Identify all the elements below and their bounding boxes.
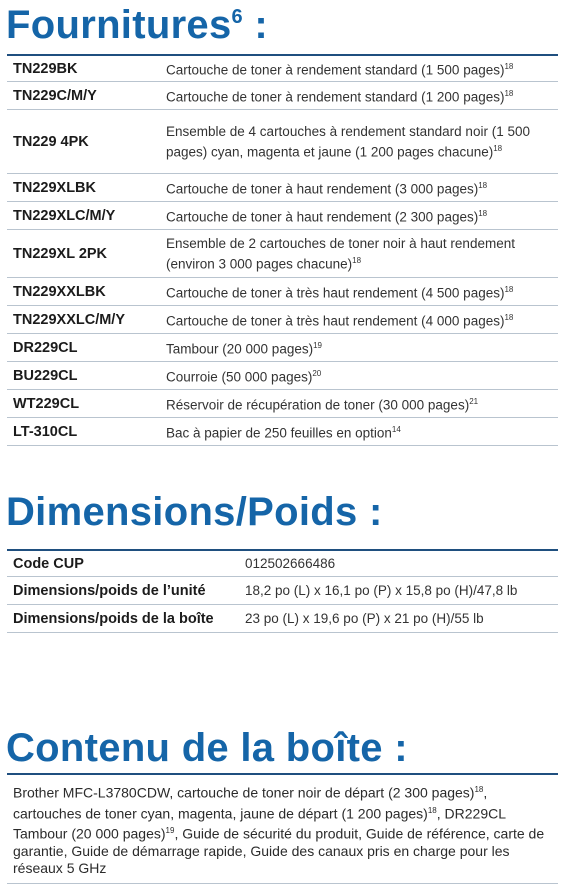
dimensions-row [7, 577, 558, 605]
dimension-value: 18,2 po (L) x 16,1 po (P) x 15,8 po (H)/47,8 lb [245, 583, 518, 598]
box-contents-title: Contenu de la boîte : [6, 726, 408, 770]
supplies-title-footnote: 6 [231, 6, 243, 28]
dimension-value: 23 po (L) x 19,6 po (P) x 21 po (H)/55 lb [245, 611, 484, 626]
supplies-row [7, 110, 558, 174]
supply-description [160, 85, 558, 106]
supply-description [160, 235, 558, 273]
supply-description-text: Cartouche de toner à très haut rendement (4 000 pages) [166, 313, 505, 329]
dimensions-table [7, 549, 558, 633]
supply-model: TN229XLBK [13, 179, 96, 196]
dimensions-row [7, 549, 558, 577]
supply-model: TN229 4PK [13, 133, 89, 150]
supplies-row [7, 362, 558, 390]
supply-description [160, 123, 558, 161]
supplies-row [7, 306, 558, 334]
supply-description-text: Courroie (50 000 pages) [166, 369, 313, 385]
dimension-label: Code CUP [13, 555, 84, 572]
supplies-row [7, 82, 558, 110]
supply-description-text: Tambour (20 000 pages) [166, 341, 314, 357]
supply-description [160, 205, 558, 226]
supply-description-text: Ensemble de 4 cartouches à rendement standard noir (1 500 pages) cyan, magenta et jaune (1 200 pages chacune) [166, 123, 530, 160]
supply-description-text: Cartouche de toner à haut rendement (3 000 pages) [166, 181, 479, 197]
supply-description [160, 177, 558, 198]
supply-model: TN229XL 2PK [13, 245, 108, 262]
supplies-row [7, 174, 558, 202]
supply-description [160, 281, 558, 302]
supply-description-text: Réservoir de récupération de toner (30 000 pages) [166, 397, 470, 413]
supplies-row [7, 334, 558, 362]
supply-model: TN229XLC/M/Y [13, 207, 116, 224]
dimension-label: Dimensions/poids de la boîte [13, 610, 214, 627]
supply-description [160, 365, 558, 386]
supply-description-text: Cartouche de toner à rendement standard (1 200 pages) [166, 89, 505, 105]
supply-description-text: Ensemble de 2 cartouches de toner noir à haut rendement (environ 3 000 pages chacune) [166, 235, 515, 272]
supply-footnote: 18 [504, 313, 514, 323]
dimensions-row [7, 605, 558, 633]
supply-description [160, 421, 558, 442]
supplies-title [6, 5, 268, 45]
box-contents-text [7, 775, 558, 883]
supply-footnote: 18 [352, 255, 362, 265]
supply-model: TN229C/M/Y [13, 87, 97, 104]
supply-description [160, 309, 558, 330]
supply-model: TN229XXLBK [13, 283, 106, 300]
supply-footnote: 14 [391, 425, 401, 435]
supply-model: TN229BK [13, 60, 78, 77]
box-contents-part: , DR229CL Tambour (20 000 pages) [13, 805, 506, 842]
supply-footnote: 18 [493, 143, 503, 153]
supply-model: TN229XXLC/M/Y [13, 311, 125, 328]
box-contents-footnote: 19 [165, 826, 175, 836]
supply-description-text: Cartouche de toner à très haut rendement (4 500 pages) [166, 285, 505, 301]
box-contents-part: , Guide de sécurité du produit, Guide de référence, carte de garantie, Guide de démarrage rapide, Guide des canaux pris en charge pour les réseaux 5 GHz [13, 825, 545, 876]
supplies-row [7, 418, 558, 446]
supply-footnote: 18 [478, 209, 488, 219]
supply-footnote: 21 [469, 397, 479, 407]
supplies-row [7, 278, 558, 306]
box-contents [7, 773, 558, 884]
supply-description-text: Bac à papier de 250 feuilles en option [166, 425, 392, 441]
supply-footnote: 18 [478, 181, 488, 191]
supply-footnote: 18 [504, 285, 514, 295]
supply-model: LT-310CL [13, 423, 78, 440]
supply-footnote: 18 [504, 89, 514, 99]
box-contents-part: , cartouches de toner cyan, magenta, jaune de départ (1 200 pages) [13, 784, 488, 822]
supply-description [160, 393, 558, 414]
supplies-row [7, 390, 558, 418]
supply-description [160, 337, 558, 358]
supplies-table [7, 54, 558, 446]
supplies-row [7, 230, 558, 278]
box-contents-part: Brother MFC-L3780CDW, cartouche de toner noir de départ (2 300 pages) [13, 784, 475, 801]
box-contents-footnote: 18 [474, 785, 484, 794]
supply-footnote: 20 [312, 369, 322, 379]
supplies-row [7, 54, 558, 82]
supply-model: WT229CL [13, 395, 80, 412]
dimension-label: Dimensions/poids de l’unité [13, 582, 206, 599]
dimensions-title: Dimensions/Poids : [6, 490, 383, 534]
supply-description [160, 58, 558, 79]
supplies-title-text: Fournitures [6, 3, 232, 47]
supply-footnote: 19 [313, 341, 322, 351]
supplies-title-suffix: : [242, 3, 269, 47]
dimension-value: 012502666486 [245, 556, 336, 571]
supply-description-text: Cartouche de toner à haut rendement (2 300 pages) [166, 209, 479, 225]
supply-description-text: Cartouche de toner à rendement standard (1 500 pages) [166, 62, 505, 78]
supplies-row [7, 202, 558, 230]
box-contents-footnote: 18 [427, 805, 437, 815]
supply-footnote: 18 [504, 62, 514, 72]
supply-model: BU229CL [13, 367, 78, 384]
supply-model: DR229CL [13, 339, 78, 356]
